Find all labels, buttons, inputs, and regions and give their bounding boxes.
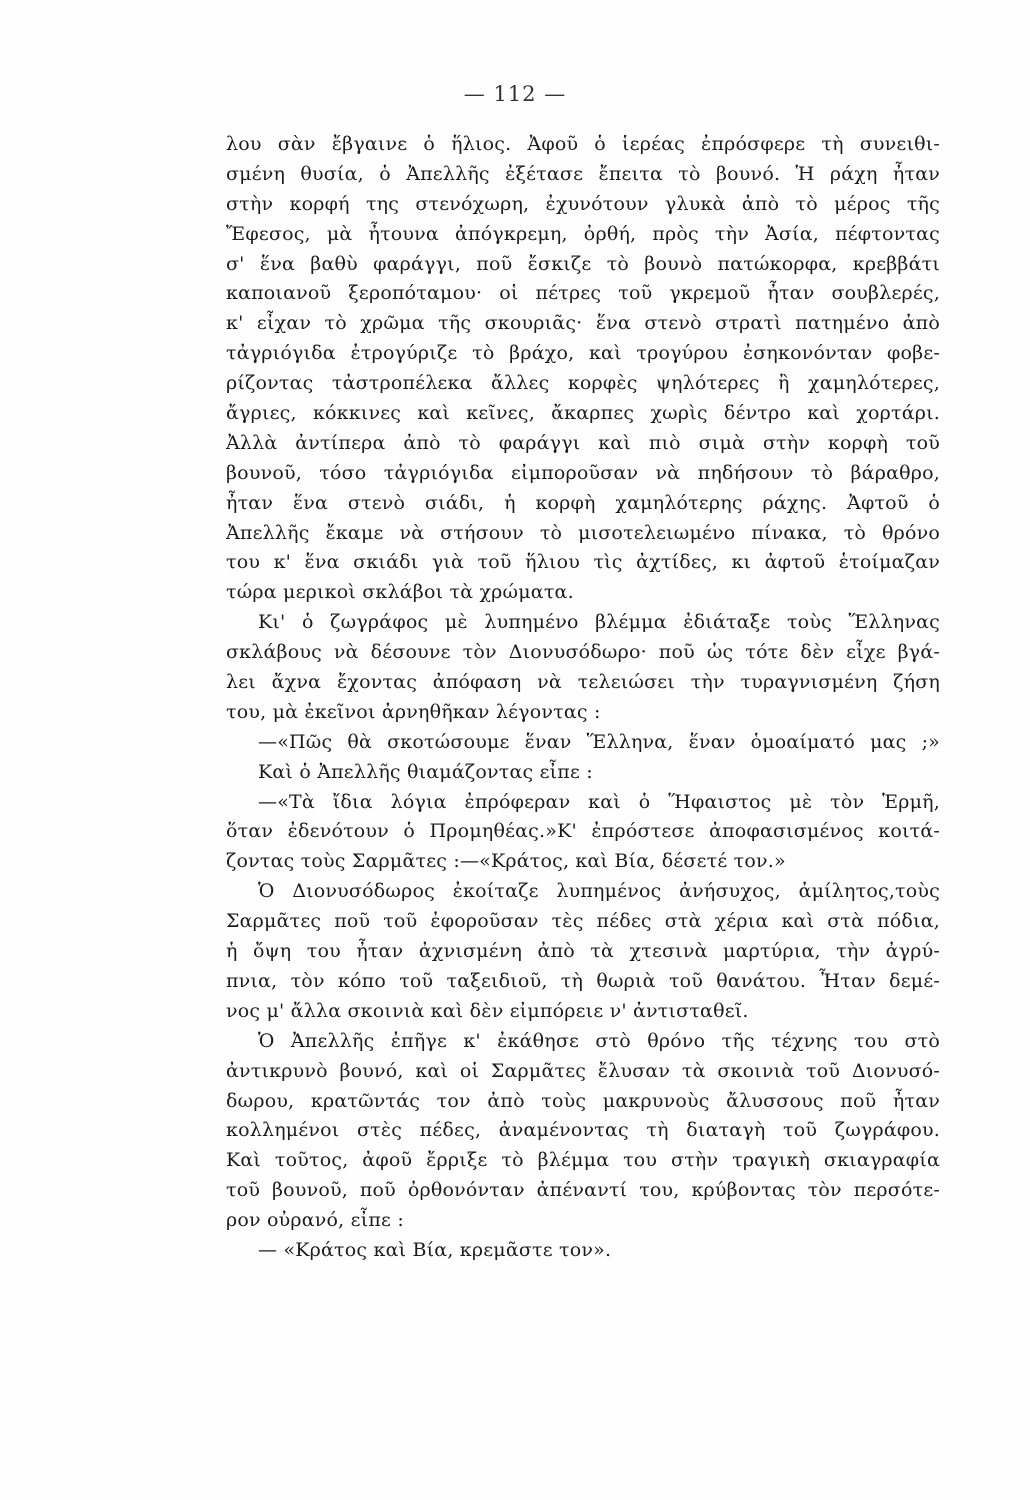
page-number: — 112 — — [463, 82, 567, 106]
text-line: Ὁ Ἀπελλῆς ἐπῆγε κ' ἐκάθησε στὸ θρόνο τῆς τέχνης του στὸ — [258, 1029, 940, 1052]
text-line: κ' εἶχαν τὸ χρῶμα τῆς σκουριᾶς· ἕνα στενὸ στρατὶ πατημένο ἀπὸ — [226, 312, 940, 335]
text-line: Ἀπελλῆς ἔκαμε νὰ στήσουν τὸ μισοτελειωμένο πίνακα, τὸ θρόνο — [226, 521, 940, 544]
text-line: δωρου, κρατῶντάς τον ἀπὸ τοὺς μακρυνοὺς ἄλυσσους ποῦ ἦταν — [226, 1089, 940, 1112]
text-line: Καὶ τοῦτος, ἀφοῦ ἔρριξε τὸ βλέμμα του στὴν τραγικὴ σκιαγραφία — [226, 1149, 940, 1172]
text-line: ἀντικρυνὸ βουνό, καὶ οἱ Σαρμᾶτες ἔλυσαν τὰ σκοινιὰ τοῦ Διονυσό- — [226, 1059, 940, 1082]
text-line: τώρα μερικοὶ σκλάβοι τὰ χρώματα. — [226, 581, 574, 604]
text-line: βουνοῦ, τόσο τἀγριόγιδα εἰμποροῦσαν νὰ πηδήσουν τὸ βάραθρο, — [226, 461, 940, 484]
text-line: Ἔφεσος, μὰ ἦτουνα ἀπόγκρεμη, ὀρθή, πρὸς τὴν Ἀσία, πέφτοντας — [226, 222, 940, 245]
body-text — [226, 130, 940, 1266]
text-line: Ὁ Διονυσόδωρος ἐκοίταζε λυπημένος ἀνήσυχος, ἀμίλητος,τοὺς — [258, 880, 940, 903]
text-line: Καὶ ὁ Ἀπελλῆς θιαμάζοντας εἶπε : — [258, 760, 593, 783]
text-line: λου σὰν ἔβγαινε ὁ ἥλιος. Ἀφοῦ ὁ ἱερέας ἐπρόσφερε τὴ συνειθι- — [226, 133, 940, 155]
text-line: — «Κράτος καὶ Βία, κρεμᾶστε τον». — [258, 1238, 612, 1261]
text-line: καποιανοῦ ξεροπόταμου· οἱ πέτρες τοῦ γκρεμοῦ ἦταν σουβλερές, — [226, 282, 940, 305]
text-line: Ἀλλὰ ἀντίπερα ἀπὸ τὸ φαράγγι καὶ πιὸ σιμὰ στὴν κορφὴ τοῦ — [226, 431, 940, 454]
text-line: τοῦ βουνοῦ, ποῦ ὀρθονόνταν ἀπέναντί του, κρύβοντας τὸν περσότε- — [226, 1179, 940, 1202]
text-line: νος μ' ἄλλα σκοινιὰ καὶ δὲν εἰμπόρειε ν' ἀντισταθεῖ. — [226, 999, 749, 1022]
text-line: σ' ἕνα βαθὺ φαράγγι, ποῦ ἔσκιζε τὸ βουνὸ πατώκορφα, κρεββάτι — [226, 252, 940, 275]
text-line: —«Τὰ ἴδια λόγια ἐπρόφεραν καὶ ὁ Ἥφαιστος μὲ τὸν Ἑρμῆ, — [258, 790, 940, 813]
text-line: σκλάβους νὰ δέσουνε τὸν Διονυσόδωρο· ποῦ ὡς τότε δὲν εἶχε βγά- — [226, 641, 940, 664]
text-line: σμένη θυσία, ὁ Ἀπελλῆς ἐξέτασε ἔπειτα τὸ βουνό. Ἡ ράχη ἦταν — [226, 162, 940, 185]
text-line: του κ' ἕνα σκιάδι γιὰ τοῦ ἥλιου τὶς ἀχτίδες, κι ἀφτοῦ ἑτοίμαζαν — [226, 551, 940, 574]
text-line: —«Πῶς θὰ σκοτώσουμε ἕναν Ἕλληνα, ἕναν ὁμοαίματό μας ;» — [258, 730, 940, 753]
text-line: ρον οὐρανό, εἶπε : — [226, 1209, 404, 1232]
text-line: ρίζοντας τἀστροπέλεκα ἄλλες κορφὲς ψηλότερες ἢ χαμηλότερες, — [226, 372, 940, 395]
text-line: Σαρμᾶτες ποῦ τοῦ ἐφοροῦσαν τὲς πέδες στὰ χέρια καὶ στὰ πόδια, — [226, 910, 940, 933]
text-line: ὅταν ἐδενότουν ὁ Προμηθέας.»Κ' ἐπρόστεσε ἀποφασισμένος κοιτά- — [226, 820, 940, 843]
text-line: Κι' ὁ ζωγράφος μὲ λυπημένο βλέμμα ἐδιάταξε τοὺς Ἕλληνας — [258, 611, 940, 634]
text-line: ἄγριες, κόκκινες καὶ κεῖνες, ἄκαρπες χωρὶς δέντρο καὶ χορτάρι. — [226, 402, 940, 425]
text-line: στὴν κορφή της στενόχωρη, ἐχυνότουν γλυκὰ ἀπὸ τὸ μέρος τῆς — [226, 192, 940, 215]
text-line: του, μὰ ἐκεῖνοι ἀρνηθῆκαν λέγοντας : — [226, 700, 601, 723]
text-line: λει ἄχνα ἔχοντας ἀπόφαση νὰ τελειώσει τὴν τυραγνισμένη ζήση — [226, 671, 940, 694]
text-line: πνια, τὸν κόπο τοῦ ταξειδιοῦ, τὴ θωριὰ τοῦ θανάτου. Ἦταν δεμέ- — [226, 969, 940, 992]
text-line: ζοντας τοὺς Σαρμᾶτες :—«Κράτος, καὶ Βία, δέσετέ τον.» — [226, 850, 786, 873]
text-line: κολλημένοι στὲς πέδες, ἀναμένοντας τὴ διαταγὴ τοῦ ζωγράφου. — [226, 1119, 940, 1142]
text-line: ἡ ὄψη του ἦταν ἀχνισμένη ἀπὸ τὰ χτεσινὰ μαρτύρια, τὴν ἀγρύ- — [226, 940, 940, 963]
text-line: ἦταν ἕνα στενὸ σιάδι, ἡ κορφὴ χαμηλότερης ράχης. Ἀφτοῦ ὁ — [226, 491, 940, 514]
text-line: τἀγριόγιδα ἐτρογύριζε τὸ βράχο, καὶ τρογύρου ἐσηκονόνταν φοβε- — [226, 342, 940, 365]
